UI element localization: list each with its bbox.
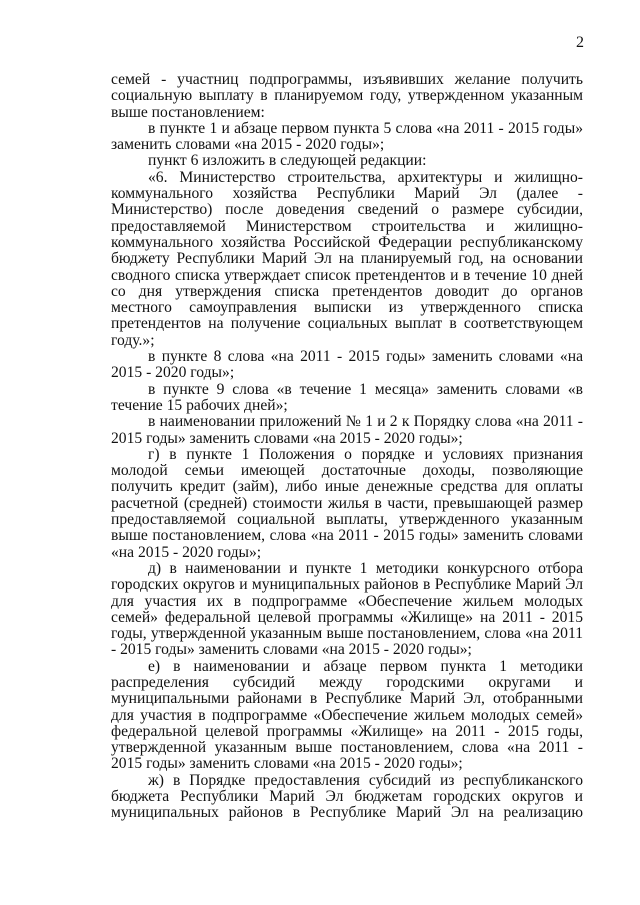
paragraph-5: в пункте 8 слова «на 2011 - 2015 годы» заменить словами «на 2015 - 2020 годы»; — [111, 348, 583, 382]
page-number: 2 — [576, 34, 584, 51]
paragraph-10: е) в наименовании и абзаце первом пункта 1 методики распределения субсидий между городскими округами и муниципальными районами в Республике Марий Эл, отобранными для участия в подпрограмме «Обеспечение жильем молодых семей» федеральной целевой программы «Жилище» на 2011 - 2015 годы, утвержденной указанным выше постановлением, слова «на 2011 - 2015 годы» заменить словами «на 2015 - 2020 годы»; — [111, 657, 583, 773]
paragraph-3: пункт 6 изложить в следующей редакции: — [148, 152, 427, 170]
paragraph-2: в пункте 1 и абзаце первом пункта 5 слова «на 2011 - 2015 годы» заменить словами «на 2015 - 2020 годы»; — [111, 119, 583, 154]
paragraph-11: ж) в Порядке предоставления субсидий из республиканского бюджета Республики Марий Эл бюджетам городских округов и муниципальных районов в Республике Марий Эл на реализацию — [111, 771, 583, 822]
paragraph-9: д) в наименовании и пункте 1 методики конкурсного отбора городских округов и муниципальных районов в Республике Марий Эл для участия их в подпрограмме «Обеспечение жильем молодых семей» федеральной целевой программы «Жилище» на 2011 - 2015 годы, утвержденной указанным выше постановлением, слова «на 2011 - 2015 годы» заменить словами «на 2015 - 2020 годы»; — [111, 559, 583, 659]
paragraph-6: в пункте 9 слова «в течение 1 месяца» заменить словами «в течение 15 рабочих дней»; — [111, 380, 583, 414]
paragraph-7: в наименовании приложений № 1 и 2 к Порядку слова «на 2011 - 2015 годы» заменить словами «на 2015 - 2020 годы»; — [111, 413, 583, 447]
paragraph-4: «6. Министерство строительства, архитектуры и жилищно-коммунального хозяйства Республики Марий Эл (далее - Министерство) после доведения сведений о размере субсидии, предоставляемой Министерством строительства и жилищно-коммунального хозяйства Российской Федерации республиканскому бюджету Республики Марий Эл на планируемый год, на основании сводного списка утверждает список претендентов и в течение 10 дней со дня утверждения списка претендентов доводит до органов местного самоуправления выписки из утвержденного списка претендентов на получение социальных выплат в соответствующем году.»; — [111, 168, 583, 349]
paragraph-8: г) в пункте 1 Положения о порядке и условиях признания молодой семьи имеющей достаточные доходы, позволяющие получить кредит (займ), либо иные денежные средства для оплаты расчетной (средней) стоимости жилья в части, превышающей размер предоставляемой социальной выплаты, утвержденного указанным выше постановлением, слова «на 2011 - 2015 годы» заменить словами «на 2015 - 2020 годы»; — [111, 445, 583, 561]
document-body — [111, 72, 583, 822]
paragraph-1: семей - участниц подпрограммы, изъявивших желание получить социальную выплату в планируемом году, утвержденном указанным выше постановлением: — [111, 71, 583, 121]
